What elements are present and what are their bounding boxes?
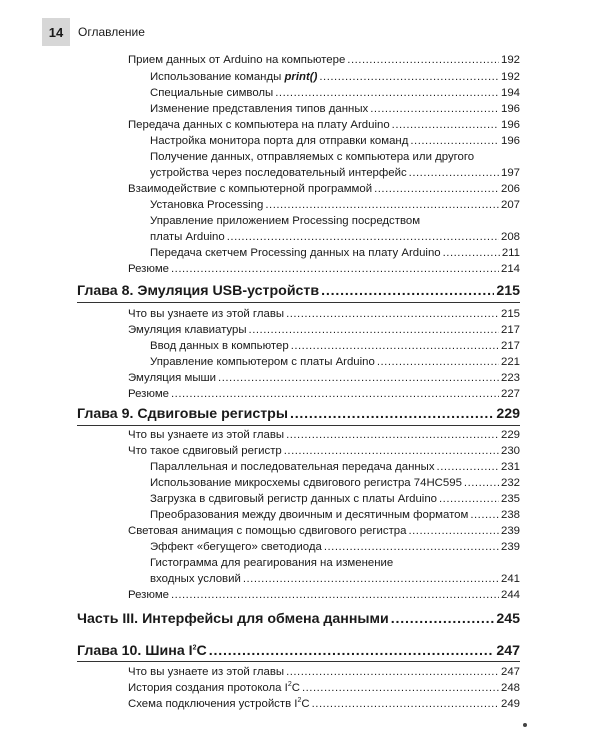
toc-entry[interactable] [128,387,520,401]
dot-leader [286,665,499,679]
dot-leader [209,642,495,660]
toc-entry-title: Световая анимация с помощью сдвигового регистра [128,525,407,537]
toc-entry[interactable] [150,355,520,369]
toc-entry[interactable] [128,323,520,337]
dot-leader [437,460,499,474]
toc-entry-page: 211 [501,247,520,259]
chapter-divider [77,661,520,662]
toc-entry-page: 192 [500,54,520,66]
toc-entry-title: устройства через последовательный интерфейс [150,167,407,179]
chapter-page: 229 [496,406,520,422]
toc-entry-page: 194 [500,87,520,99]
toc-entry-page: 223 [500,372,520,384]
dot-leader [312,697,499,711]
toc-entry-page: 232 [500,477,520,489]
toc-entry-page: 208 [500,231,520,243]
dot-leader [443,246,500,260]
toc-entry-title-line1: Гистограмма для реагирования на изменение [150,557,394,569]
toc-entry-page: 230 [500,445,520,457]
toc-entry-title: Установка Processing [150,199,264,211]
toc-entry-page: 214 [500,263,520,275]
dot-leader [290,405,494,423]
toc-entry[interactable] [150,198,520,212]
scan-speck [523,723,527,727]
toc-entry-title: Управление компьютером с платы Arduino [150,356,375,368]
toc-entry[interactable] [150,246,520,260]
dot-leader [171,387,499,401]
toc-entry-page: 241 [500,573,520,585]
toc-entry-page: 247 [500,666,520,678]
dot-leader [324,540,499,554]
toc-entry-title: Параллельная и последовательная передача данных [150,461,435,473]
toc-entry-title: Преобразования между двоичным и десятичным форматом [150,509,469,521]
toc-chapter-heading[interactable] [77,405,520,423]
chapter-title: Глава 8. Эмуляция USB-устройств [77,283,320,299]
toc-entry-title: Специальные символы [150,87,274,99]
toc-entry-page: 235 [500,493,520,505]
toc-entry-title: Резюме [128,589,169,601]
toc-entry-title: Использование команды print() [150,71,318,83]
dot-leader [377,355,499,369]
toc-entry-page: 249 [500,698,520,710]
dot-leader [286,307,499,321]
page-header [42,18,145,46]
dot-leader [275,86,499,100]
toc-entry-title: Что такое сдвиговый регистр [128,445,282,457]
dot-leader [321,282,494,300]
toc-entry-title: Взаимодействие с компьютерной программой [128,183,373,195]
dot-leader [249,323,499,337]
running-title: Оглавление [78,25,145,39]
dot-leader [171,262,499,276]
dot-leader [370,102,499,116]
toc-entry[interactable] [150,230,520,244]
toc-entry-title: Передача скетчем Processing данных на плату Arduino [150,247,441,259]
code-term: print() [284,71,318,83]
toc-entry-title-line1: Получение данных, отправляемых с компьютера или другого [150,151,475,163]
dot-leader [391,610,495,628]
toc-entry-title: Что вы узнаете из этой главы [128,308,285,320]
dot-leader [347,53,499,67]
toc-entry-title: Резюме [128,263,169,275]
chapter-title: Глава 10. Шина $I^2C$ [77,643,207,659]
toc-entry-page: 244 [500,589,520,601]
dot-leader [470,508,499,522]
toc-entry-page: 196 [500,103,520,115]
dot-leader [439,492,499,506]
toc-entry[interactable] [128,118,520,132]
toc-entry-page: 215 [500,308,520,320]
chapter-divider [77,425,520,426]
toc-entry[interactable] [128,307,520,321]
toc-entry-page: 238 [500,509,520,521]
part-page: 245 [496,611,520,627]
toc-entry-page: 206 [500,183,520,195]
toc-entry[interactable] [150,339,520,353]
toc-entry-page: 217 [500,340,520,352]
toc-part-heading[interactable] [77,610,520,628]
dot-leader [284,444,499,458]
toc-chapter-heading[interactable] [77,642,520,660]
dot-leader [243,572,499,586]
toc-entry-page: 231 [500,461,520,473]
toc-entry-title: Изменение представления типов данных [150,103,369,115]
dot-leader [408,524,499,538]
toc-entry-title: Ввод данных в компьютер [150,340,289,352]
dot-leader [410,134,499,148]
dot-leader [218,371,499,385]
toc-entry[interactable] [128,665,520,679]
toc-entry-title: Эффект «бегущего» светодиода [150,541,322,553]
toc-entry-page: 196 [500,135,520,147]
toc-entry-title: Загрузка в сдвиговый регистр данных с платы Arduino [150,493,438,505]
chapter-divider [77,302,520,303]
dot-leader [409,166,499,180]
toc-entry[interactable] [150,492,520,506]
dot-leader [286,428,499,442]
toc-entry[interactable] [128,262,520,276]
dot-leader [374,182,499,196]
toc-chapter-heading[interactable] [77,282,520,300]
toc-entry-title: История создания протокола $I^2C$ [128,681,300,694]
chapter-title: Глава 9. Сдвиговые регистры [77,406,288,422]
toc-entry-title: платы Arduino [150,231,225,243]
toc-entry-title: Схема подключения устройств $I^2C$ [128,697,310,710]
toc-entry[interactable] [128,53,520,67]
toc-entry-title: Настройка монитора порта для отправки команд [150,135,409,147]
toc-entry[interactable] [150,102,520,116]
toc-entry-title-line1: Управление приложением Processing посредством [150,215,421,227]
toc-entry-page: 197 [500,167,520,179]
toc-entry-title: Прием данных от Arduino на компьютере [128,54,346,66]
part-title: Часть III. Интерфейсы для обмена данными [77,611,389,627]
toc-entry[interactable] [128,524,520,538]
dot-leader [291,339,499,353]
chapter-page: 215 [496,283,520,299]
toc-entry[interactable] [150,508,520,522]
toc-entry-page: 221 [500,356,520,368]
toc-entry[interactable] [150,460,520,474]
toc-entry[interactable] [128,371,520,385]
dot-leader [392,118,499,132]
toc-entry-page: 196 [500,119,520,131]
toc-entry-page: 207 [500,199,520,211]
dot-leader [302,681,499,695]
toc-entry[interactable] [150,572,520,586]
toc-entry-title: входных условий [150,573,241,585]
toc-entry[interactable] [150,134,520,148]
chapter-page: 247 [496,643,520,659]
toc-entry[interactable] [150,166,520,180]
toc-entry-title: Резюме [128,388,169,400]
toc-entry-page: 239 [500,541,520,553]
toc-entry-page: 229 [500,429,520,441]
toc-entry[interactable] [150,476,520,490]
toc-entry-page: 227 [500,388,520,400]
toc-entry-title: Эмуляция клавиатуры [128,324,247,336]
toc-entry-page: 248 [500,682,520,694]
toc-entry[interactable] [128,428,520,442]
toc-entry[interactable] [128,444,520,458]
toc-entry-title: Что вы узнаете из этой главы [128,666,285,678]
dot-leader [319,70,499,84]
toc-entry[interactable] [128,697,520,711]
page-number: 14 [42,18,70,46]
toc-entry-title: Эмуляция мыши [128,372,217,384]
toc-entry-title: Использование микросхемы сдвигового регистра 74HC595 [150,477,462,489]
dot-leader [171,588,499,602]
toc-entry-page: 192 [500,71,520,83]
dot-leader [265,198,499,212]
toc-entry[interactable] [128,182,520,196]
toc-entry[interactable] [150,540,520,554]
toc-entry-title: Передача данных с компьютера на плату Arduino [128,119,390,131]
toc-entry-title: Что вы узнаете из этой главы [128,429,285,441]
toc-entry[interactable] [150,70,520,84]
toc-entry[interactable] [150,86,520,100]
toc-entry[interactable] [128,588,520,602]
dot-leader [464,476,499,490]
toc-entry-page: 239 [500,525,520,537]
toc-entry-page: 217 [500,324,520,336]
dot-leader [227,230,499,244]
toc-entry[interactable] [128,681,520,695]
